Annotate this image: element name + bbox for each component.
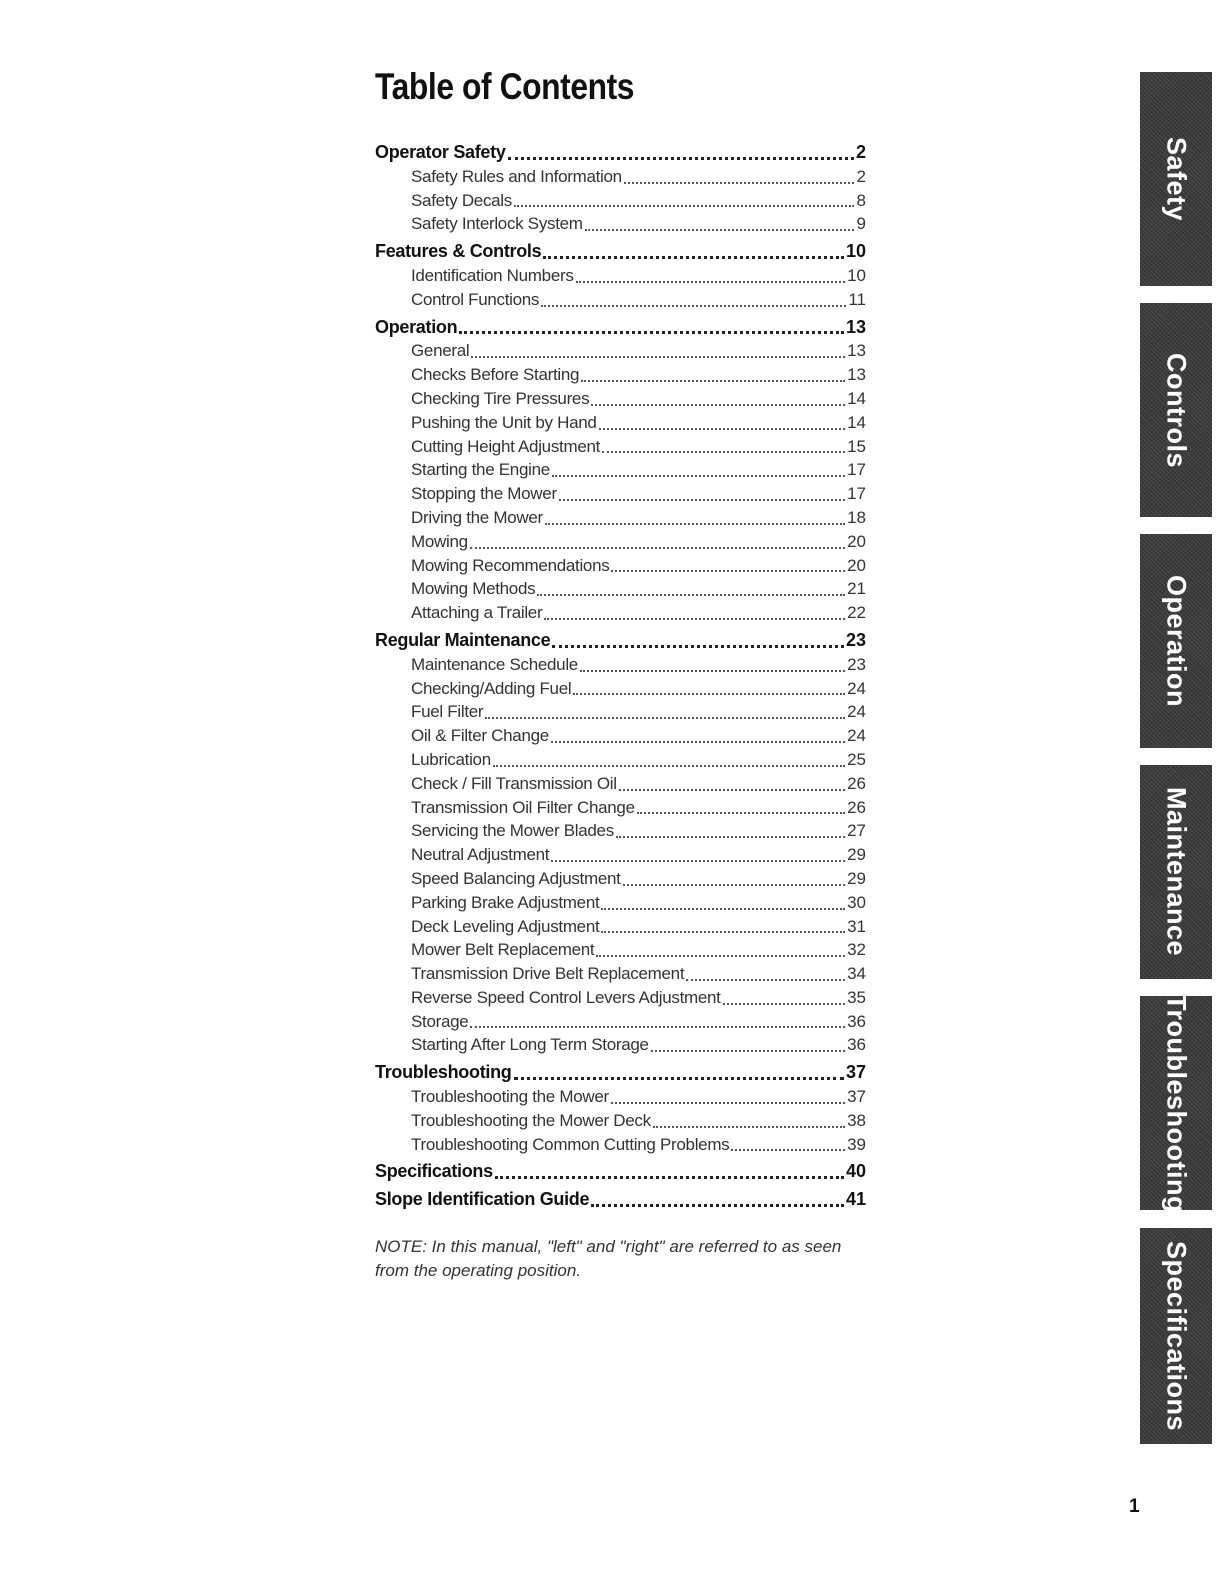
- side-tab-troubleshooting[interactable]: [1140, 993, 1212, 1213]
- toc-label: Attaching a Trailer: [411, 603, 543, 623]
- toc-label: Fuel Filter: [411, 702, 484, 722]
- toc-page-number: 14: [847, 412, 866, 432]
- toc-leader-dots: [591, 404, 845, 406]
- side-tab-label: Controls: [1161, 352, 1192, 468]
- toc-label: Troubleshooting Common Cutting Problems: [411, 1134, 730, 1154]
- toc-entry[interactable]: [375, 189, 866, 213]
- toc-label: Safety Rules and Information: [411, 166, 622, 186]
- toc-leader-dots: [552, 645, 844, 648]
- toc-page-number: 13: [847, 341, 866, 361]
- toc-entry[interactable]: [375, 1133, 866, 1157]
- toc-label: Checks Before Starting: [411, 365, 580, 385]
- toc-entry[interactable]: [375, 506, 866, 530]
- toc-label: Troubleshooting: [375, 1062, 512, 1083]
- toc-leader-dots: [723, 1003, 845, 1005]
- toc-entry[interactable]: [375, 601, 866, 625]
- note-text: NOTE: In this manual, "left" and "right" are referred to as seen from the operating position.: [375, 1237, 842, 1280]
- side-tab-label: Safety: [1161, 136, 1192, 222]
- toc-leader-dots: [544, 618, 845, 620]
- side-tab-controls[interactable]: [1140, 303, 1212, 517]
- toc-label: Checking Tire Pressures: [411, 388, 590, 408]
- toc-section[interactable]: [375, 1188, 866, 1212]
- toc-label: Slope Identification Guide: [375, 1189, 590, 1210]
- toc-leader-dots: [545, 523, 845, 525]
- toc-label: Identification Numbers: [411, 265, 574, 285]
- toc-label: Servicing the Mower Blades: [411, 821, 614, 841]
- toc-leader-dots: [623, 884, 846, 886]
- toc-entry[interactable]: [375, 1085, 866, 1109]
- toc-page-number: 35: [847, 987, 866, 1007]
- toc-page-number: 8: [856, 190, 866, 210]
- toc-page-number: 14: [847, 388, 866, 408]
- toc-leader-dots: [573, 693, 845, 695]
- side-tab-specifications[interactable]: [1140, 1228, 1212, 1444]
- toc-entry[interactable]: [375, 748, 866, 772]
- toc-label: Mowing Recommendations: [411, 555, 610, 575]
- toc-label: Lubrication: [411, 749, 491, 769]
- toc-label: Starting After Long Term Storage: [411, 1035, 649, 1055]
- toc-leader-dots: [493, 765, 845, 767]
- table-of-contents: [375, 141, 866, 1212]
- toc-leader-dots: [543, 256, 844, 259]
- page-title: Table of Contents: [375, 66, 635, 107]
- toc-page-number: 10: [847, 265, 866, 285]
- toc-leader-dots: [601, 908, 845, 910]
- toc-leader-dots: [581, 380, 845, 382]
- toc-entry[interactable]: [375, 482, 866, 506]
- toc-page-number: 26: [847, 797, 866, 817]
- toc-page-number: 36: [847, 1011, 866, 1031]
- toc-leader-dots: [541, 305, 846, 307]
- toc-label: Mowing Methods: [411, 579, 536, 599]
- toc-label: Safety Interlock System: [411, 214, 583, 234]
- toc-label: Parking Brake Adjustment: [411, 892, 600, 912]
- side-tab-label: Maintenance: [1161, 787, 1192, 957]
- toc-section[interactable]: [375, 1061, 866, 1085]
- toc-label: General: [411, 341, 470, 361]
- toc-label: Cutting Height Adjustment: [411, 436, 601, 456]
- toc-leader-dots: [551, 860, 845, 862]
- toc-page-number: 36: [847, 1035, 866, 1055]
- toc-page-number: 25: [847, 749, 866, 769]
- toc-leader-dots: [731, 1149, 845, 1151]
- toc-entry[interactable]: [375, 843, 866, 867]
- toc-page-number: 10: [845, 241, 866, 262]
- toc-page-number: 21: [847, 579, 866, 599]
- toc-page-number: 31: [847, 916, 866, 936]
- toc-leader-dots: [591, 1204, 844, 1207]
- toc-leader-dots: [514, 205, 854, 207]
- toc-entry[interactable]: [375, 772, 866, 796]
- toc-page-number: 27: [847, 821, 866, 841]
- toc-entry[interactable]: [375, 1109, 866, 1133]
- toc-page-number: 26: [847, 773, 866, 793]
- toc-leader-dots: [551, 741, 845, 743]
- toc-label: Transmission Drive Belt Replacement: [411, 964, 685, 984]
- toc-label: Oil & Filter Change: [411, 726, 549, 746]
- toc-entry[interactable]: [375, 653, 866, 677]
- toc-page-number: 29: [847, 868, 866, 888]
- page-number: 1: [1129, 1496, 1140, 1517]
- toc-page-number: 38: [847, 1110, 866, 1130]
- toc-leader-dots: [616, 836, 845, 838]
- toc-leader-dots: [611, 570, 845, 572]
- toc-page-number: 24: [847, 726, 866, 746]
- toc-page-number: 18: [847, 507, 866, 527]
- toc-leader-dots: [470, 547, 845, 549]
- toc-label: Deck Leveling Adjustment: [411, 916, 600, 936]
- toc-entry[interactable]: [375, 986, 866, 1010]
- toc-entry[interactable]: [375, 288, 866, 312]
- toc-page-number: 37: [845, 1062, 866, 1083]
- toc-leader-dots: [470, 1026, 845, 1028]
- toc-label: Mower Belt Replacement: [411, 940, 595, 960]
- side-tab-maintenance[interactable]: [1140, 765, 1212, 979]
- toc-page-number: 24: [847, 702, 866, 722]
- toc-leader-dots: [653, 1126, 845, 1128]
- toc-leader-dots: [508, 157, 854, 160]
- toc-page-number: 30: [847, 892, 866, 912]
- toc-label: Features & Controls: [375, 241, 542, 262]
- toc-leader-dots: [559, 499, 845, 501]
- toc-leader-dots: [686, 979, 845, 981]
- toc-entry[interactable]: [375, 891, 866, 915]
- toc-leader-dots: [537, 594, 845, 596]
- side-tab-label: Specifications: [1161, 1240, 1192, 1432]
- toc-entry[interactable]: [375, 435, 866, 459]
- toc-entry[interactable]: [375, 915, 866, 939]
- toc-page-number: 2: [855, 142, 866, 162]
- toc-leader-dots: [601, 931, 845, 933]
- toc-section[interactable]: [375, 141, 866, 165]
- side-tab-operation[interactable]: [1140, 534, 1212, 748]
- toc-page-number: 15: [847, 436, 866, 456]
- toc-label: Check / Fill Transmission Oil: [411, 773, 617, 793]
- toc-entry[interactable]: [375, 339, 866, 363]
- toc-page-number: 11: [848, 289, 866, 309]
- toc-entry[interactable]: [375, 212, 866, 236]
- toc-label: Speed Balancing Adjustment: [411, 868, 621, 888]
- toc-page-number: 22: [847, 603, 866, 623]
- toc-label: Regular Maintenance: [375, 629, 551, 650]
- toc-entry[interactable]: [375, 554, 866, 578]
- toc-entry[interactable]: [375, 819, 866, 843]
- toc-entry[interactable]: [375, 962, 866, 986]
- toc-leader-dots: [580, 670, 845, 672]
- toc-leader-dots: [459, 331, 844, 334]
- toc-page-number: 32: [847, 940, 866, 960]
- toc-entry[interactable]: [375, 577, 866, 601]
- toc-section[interactable]: [375, 1160, 866, 1184]
- toc-entry[interactable]: [375, 796, 866, 820]
- toc-entry[interactable]: [375, 264, 866, 288]
- toc-entry[interactable]: [375, 677, 866, 701]
- toc-entry[interactable]: [375, 724, 866, 748]
- toc-label: Transmission Oil Filter Change: [411, 797, 635, 817]
- toc-page-number: 34: [847, 964, 866, 984]
- toc-entry[interactable]: [375, 411, 866, 435]
- toc-page-number: 39: [847, 1134, 866, 1154]
- toc-entry[interactable]: [375, 530, 866, 554]
- toc-leader-dots: [611, 1102, 845, 1104]
- toc-entry[interactable]: [375, 1010, 866, 1034]
- toc-leader-dots: [485, 717, 845, 719]
- toc-page-number: 13: [847, 365, 866, 385]
- toc-page-number: 40: [845, 1161, 866, 1182]
- toc-leader-dots: [651, 1050, 845, 1052]
- toc-page-number: 41: [845, 1189, 866, 1210]
- toc-leader-dots: [637, 812, 845, 814]
- toc-page-number: 9: [856, 214, 866, 234]
- toc-page-number: 13: [845, 316, 866, 337]
- toc-entry[interactable]: [375, 165, 866, 189]
- toc-label: Stopping the Mower: [411, 484, 557, 504]
- toc-label: Operation: [375, 316, 458, 337]
- toc-leader-dots: [596, 955, 845, 957]
- toc-page-number: 24: [847, 678, 866, 698]
- toc-page-number: 20: [847, 531, 866, 551]
- toc-leader-dots: [624, 182, 854, 184]
- toc-label: Checking/Adding Fuel: [411, 678, 572, 698]
- toc-entry[interactable]: [375, 938, 866, 962]
- toc-leader-dots: [514, 1077, 844, 1080]
- toc-leader-dots: [619, 789, 845, 791]
- toc-leader-dots: [576, 281, 846, 283]
- toc-label: Troubleshooting the Mower Deck: [411, 1110, 651, 1130]
- toc-label: Neutral Adjustment: [411, 845, 550, 865]
- toc-label: Safety Decals: [411, 190, 512, 210]
- toc-entry[interactable]: [375, 458, 866, 482]
- toc-label: Mowing: [411, 531, 468, 551]
- toc-label: Storage: [411, 1011, 469, 1031]
- toc-leader-dots: [602, 451, 845, 453]
- toc-page-number: 29: [847, 845, 866, 865]
- toc-label: Pushing the Unit by Hand: [411, 412, 597, 432]
- toc-label: Starting the Engine: [411, 460, 550, 480]
- toc-label: Reverse Speed Control Levers Adjustment: [411, 987, 721, 1007]
- toc-label: Maintenance Schedule: [411, 654, 578, 674]
- toc-entry[interactable]: [375, 700, 866, 724]
- toc-leader-dots: [552, 475, 845, 477]
- side-tab-label: Operation: [1161, 574, 1192, 707]
- toc-page-number: 17: [847, 484, 866, 504]
- toc-label: Control Functions: [411, 289, 540, 309]
- toc-entry[interactable]: [375, 363, 866, 387]
- toc-leader-dots: [495, 1176, 844, 1179]
- side-tab-safety[interactable]: [1140, 72, 1212, 286]
- toc-entry[interactable]: [375, 387, 866, 411]
- toc-label: Troubleshooting the Mower: [411, 1087, 609, 1107]
- toc-entry[interactable]: [375, 867, 866, 891]
- toc-section[interactable]: [375, 629, 866, 653]
- toc-leader-dots: [585, 229, 854, 231]
- toc-page-number: 23: [845, 629, 866, 650]
- toc-page-number: 2: [856, 166, 866, 186]
- toc-section[interactable]: [375, 240, 866, 264]
- toc-label: Specifications: [375, 1161, 493, 1182]
- toc-page-number: 20: [847, 555, 866, 575]
- toc-leader-dots: [599, 428, 845, 430]
- toc-label: Operator Safety: [375, 142, 506, 162]
- toc-page-number: 17: [847, 460, 866, 480]
- toc-entry[interactable]: [375, 1033, 866, 1057]
- toc-leader-dots: [471, 356, 845, 358]
- side-tab-label: Troubleshooting: [1161, 993, 1192, 1213]
- toc-label: Driving the Mower: [411, 507, 543, 527]
- toc-section[interactable]: [375, 316, 866, 340]
- toc-page-number: 37: [847, 1087, 866, 1107]
- toc-page-number: 23: [847, 654, 866, 674]
